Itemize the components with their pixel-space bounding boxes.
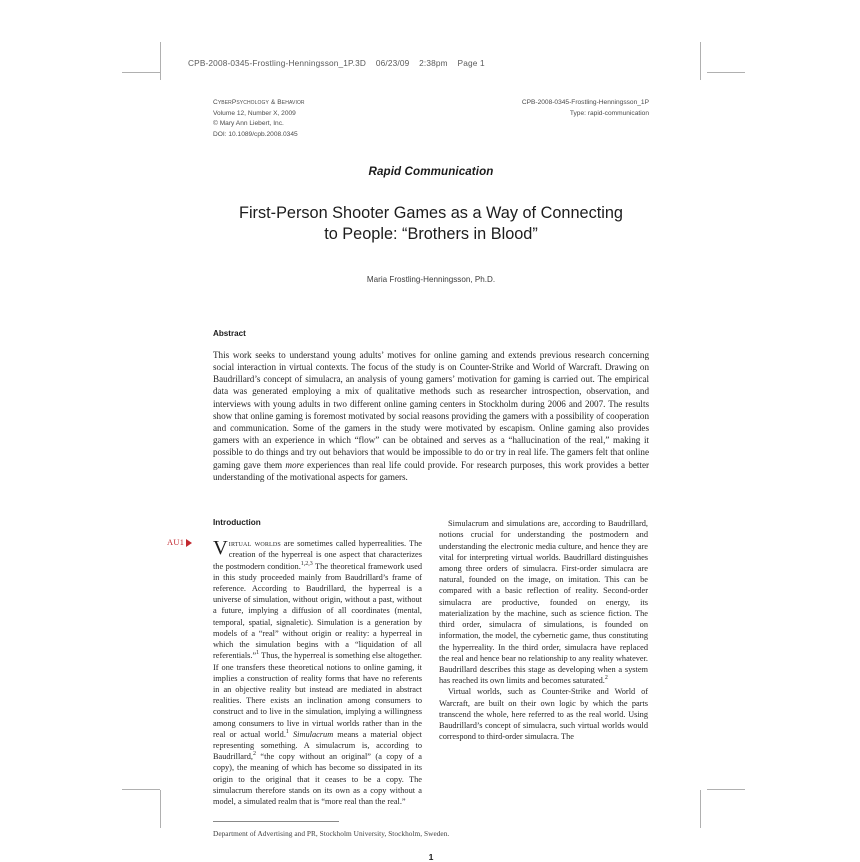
paragraph: Virtual worlds, such as Counter-Strike and World of Warcraft, are built on their own logic by which the parts transcend the whole, here referred to as the real world. Using Baudrillard’s concept of simulacra, such virtual worlds would correspond to third-order simulacra. The [439, 687, 648, 742]
citation-ref-2: 1 [256, 650, 260, 657]
masthead-right-block [522, 98, 649, 119]
paragraph [213, 538, 422, 807]
abstract-text-part-1: This work seeks to understand young adults’ motives for online gaming and extends previous research concerning social interaction in virtual contexts. The focus of the study is on Counter-Strike and World of Warcraft. Drawing on Baudrillard’s concept of simulacra, an analysis of young gamers’ motivation for gaming is carried out. The empirical data was generated employing a mix of qualitative methods such as researcher introspection, observation, and interviews with young adults in two different online gaming centers in Stockholm during 2006 and 2007. The results show that online gaming is foremost motivated by social reasons providing the gamers with a possibility of cooperation and communication. Some of the gamers in the study were motivated by escapism. Online gaming also provides gamers with an experience in which “flow” can be obtained and serves as a “hallucination of the real,” making it possible to do things and try out behaviors that would be impossible to do or try in real life. The gamers felt that online gaming gave them [213, 349, 649, 470]
journal-masthead [213, 98, 649, 141]
journal-doi: DOI: 10.1089/cpb.2008.0345 [213, 131, 298, 139]
affiliation-footnote: Department of Advertising and PR, Stockholm University, Stockholm, Sweden. [213, 829, 450, 839]
citation-ref-1: 1,2,3 [300, 560, 313, 567]
author-query-marker[interactable] [167, 538, 192, 547]
manuscript-id: CPB-2008-0345-Frostling-Henningsson_1P [521, 99, 649, 106]
crop-mark-top-left-vertical [160, 42, 161, 80]
drop-cap: V [213, 537, 228, 560]
arrow-right-icon [186, 539, 192, 547]
crop-mark-top-left-horizontal [122, 72, 160, 73]
abstract-heading: Abstract [213, 328, 246, 338]
abstract-body [213, 349, 649, 483]
page-title [213, 203, 649, 246]
section-heading-introduction: Introduction [213, 518, 261, 528]
paragraph [439, 518, 648, 686]
intro-text-b: The theoretical framework used in this study proceeded mainly from Baudrillard’s frame of reference. According to Baudrillard, the hyperreal is a universe of simulation, without origin, without a past, without a future, implying a diffusion of all coordinates (mental, temporal, spatial, signaletic). Simulation is a generation by models of a “real” without origin or reality: a hyperreal in which the simulation begins with a “liquidation of all referentials.” [213, 561, 422, 661]
intro-paragraph-2: Simulacrum and simulations are, according to Baudrillard, notions crucial for understanding the postmodern and understanding the electronic media culture, and hence they are vital for interpreting virtual worlds. Baudrillard distinguishes among three orders of simulacra. First-order simulacra are natural, founded on the image, on imitation. This can be compared with a basic reflection of reality. Second-order simulacra are productive, founded on energy, its materialization by the machine, such as science fiction. The third order, simulacra of simulations, is founded on information, the model, the cybernetic game, thus constituting the hyperreality. In the third order, simulacra have replaced the real and hence bear no relationship to any reality whatever. Baudrillard describes this stage as developing when a system has reached its own limits and becomes saturated. [439, 519, 648, 686]
abstract-text-part-2: experiences than real life could provide. For research purposes, this work provides a better understanding of the motivational aspects for gamers. [213, 459, 649, 482]
crop-mark-bottom-right-vertical [700, 790, 701, 828]
crop-mark-top-right-vertical [700, 42, 701, 80]
intro-text-e: means a material object representing something. A simulacrum is, according to Baudrillard, [213, 729, 422, 762]
article-title-line-1: First-Person Shooter Games as a Way of Connecting [239, 203, 623, 222]
crop-mark-top-right-horizontal [707, 72, 745, 73]
intro-text-c: Thus, the hyperreal is something else altogether. If one transfers these theoretical notions to online gaming, it implies a construction of reality forms that have no referents in an objective reality but instead are mediated in abstract realities. There exists an inclination among consumers to construct and to live in the simulation, implying a willingness among consumers to live in virtual worlds rather than in the real or actual world. [213, 651, 422, 739]
journal-name: CyberPsychology & Behavior [213, 99, 305, 106]
article-title-line-2: to People: “Brothers in Blood” [324, 225, 538, 244]
intro-term-simulacrum: Simulacrum [292, 729, 334, 739]
article-page [167, 98, 649, 862]
printer-slug-line: CPB-2008-0345-Frostling-Henningsson_1P.3D 06/23/09 2:38pm Page 1 [188, 58, 485, 68]
citation-ref-4: 2 [252, 751, 256, 758]
page-number: 1 [428, 852, 434, 862]
column-right [439, 518, 648, 807]
citation-ref-5: 2 [604, 675, 608, 682]
masthead-left-block [213, 98, 305, 141]
article-kicker: Rapid Communication [368, 164, 494, 178]
intro-smallcaps-lead: irtual worlds [228, 539, 281, 549]
crop-mark-bottom-left-vertical [160, 790, 161, 828]
column-left [213, 518, 422, 807]
journal-volume: Volume 12, Number X, 2009 [213, 109, 296, 117]
intro-text-f: “the copy without an original” (a copy of a copy), the meaning of which has become so dissipated in its origin to the original that it ceases to be a copy. The simulacrum therefore stands on its own as a copy without a model, a simulated realm that is “more real than the real.” [213, 752, 422, 807]
two-column-body [167, 518, 649, 807]
intro-text-a: are sometimes called hyperrealities. The creation of the hyperreal is one aspect that characterizes the postmodern condition. [213, 539, 422, 571]
manuscript-type: Type: rapid-communication [569, 109, 649, 117]
footnote-divider [213, 821, 339, 822]
intro-paragraph-1 [213, 538, 422, 807]
citation-ref-3: 1 [285, 729, 289, 736]
crop-mark-bottom-right-horizontal [707, 789, 745, 790]
author-query-label: AU1 [167, 538, 185, 548]
intro-continued [439, 518, 648, 742]
crop-mark-bottom-left-horizontal [122, 789, 160, 790]
article-author: Maria Frostling-Henningsson, Ph.D. [366, 274, 496, 284]
journal-publisher: © Mary Ann Liebert, Inc. [213, 120, 284, 128]
abstract-emphasis: more [285, 459, 304, 470]
